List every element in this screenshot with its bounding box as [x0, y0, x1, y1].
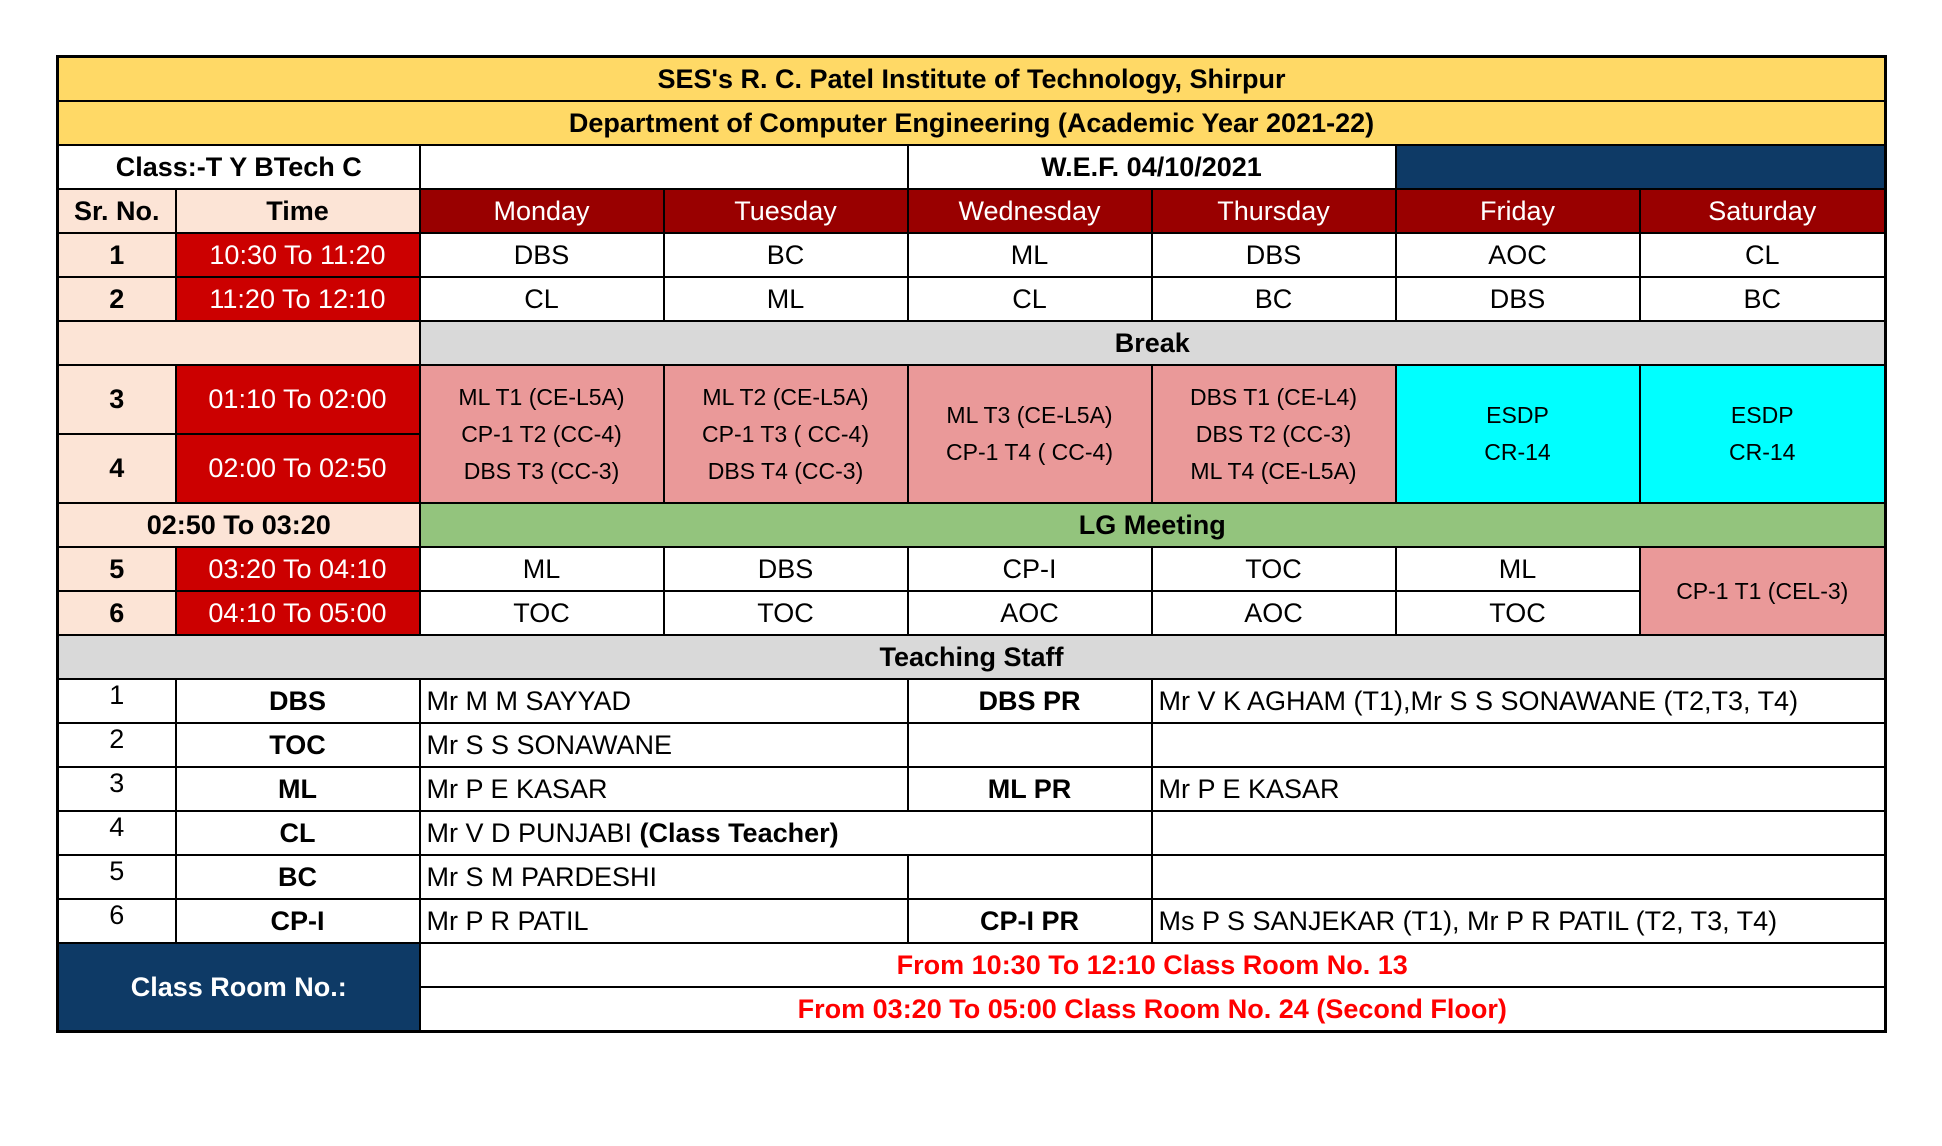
table-row — [58, 767, 1886, 811]
classroom-line: From 10:30 To 12:10 Class Room No. 13 — [420, 943, 1886, 987]
sr-number: 1 — [58, 233, 176, 277]
time-slot: 03:20 To 04:10 — [176, 547, 420, 591]
table-row — [58, 723, 1886, 767]
table-row — [58, 899, 1886, 943]
practical-cell: ESDP CR-14 — [1640, 365, 1886, 503]
class-label: Class:-T Y BTech C — [58, 145, 420, 189]
staff-teacher: Mr P E KASAR — [420, 767, 908, 811]
subject-cell: BC — [1152, 277, 1396, 321]
staff-subject: BC — [176, 855, 420, 899]
day-header-monday: Monday — [420, 189, 664, 233]
practical-teachers: Mr V K AGHAM (T1),Mr S S SONAWANE (T2,T3, T4) — [1152, 679, 1886, 723]
table-row — [58, 57, 1886, 102]
staff-teacher — [420, 811, 1152, 855]
time-slot: 11:20 To 12:10 — [176, 277, 420, 321]
navy-block — [1396, 145, 1886, 189]
saturday-practical: CP-1 T1 (CEL-3) — [1640, 547, 1886, 635]
subject-cell: CL — [908, 277, 1152, 321]
day-header-tuesday: Tuesday — [664, 189, 908, 233]
practical-teachers: Mr P E KASAR — [1152, 767, 1886, 811]
day-header-wednesday: Wednesday — [908, 189, 1152, 233]
subject-cell: CP-I — [908, 547, 1152, 591]
sr-number: 4 — [58, 434, 176, 503]
break-label: Break — [420, 321, 1886, 365]
staff-sr: 5 — [58, 855, 176, 899]
table-row — [58, 811, 1886, 855]
subject-cell: AOC — [908, 591, 1152, 635]
sr-number: 6 — [58, 591, 176, 635]
staff-teacher: Mr M M SAYYAD — [420, 679, 908, 723]
day-header-saturday: Saturday — [1640, 189, 1886, 233]
practical-teachers — [1152, 811, 1886, 855]
table-row — [58, 635, 1886, 679]
subject-cell: ML — [908, 233, 1152, 277]
subject-cell: AOC — [1396, 233, 1640, 277]
empty-cell — [420, 145, 908, 189]
practical-cell: ML T1 (CE-L5A) CP-1 T2 (CC-4) DBS T3 (CC-3) — [420, 365, 664, 503]
classroom-label: Class Room No.: — [58, 943, 420, 1032]
table-row — [58, 321, 1886, 365]
time-slot: 10:30 To 11:20 — [176, 233, 420, 277]
subject-cell: TOC — [1396, 591, 1640, 635]
subject-cell: TOC — [1152, 547, 1396, 591]
practical-cell: ML T3 (CE-L5A) CP-1 T4 ( CC-4) — [908, 365, 1152, 503]
lg-time: 02:50 To 03:20 — [58, 503, 420, 547]
table-row — [58, 101, 1886, 145]
day-header-friday: Friday — [1396, 189, 1640, 233]
staff-subject: CP-I — [176, 899, 420, 943]
subject-cell: DBS — [664, 547, 908, 591]
practical-subject: ML PR — [908, 767, 1152, 811]
staff-teacher: Mr S M PARDESHI — [420, 855, 908, 899]
staff-sr: 3 — [58, 767, 176, 811]
subject-cell: TOC — [420, 591, 664, 635]
sr-number: 3 — [58, 365, 176, 434]
staff-sr: 1 — [58, 679, 176, 723]
staff-subject: DBS — [176, 679, 420, 723]
practical-cell: ESDP CR-14 — [1396, 365, 1640, 503]
table-row — [58, 145, 1886, 189]
wef-date: W.E.F. 04/10/2021 — [908, 145, 1396, 189]
subject-cell: ML — [1396, 547, 1640, 591]
practical-subject: CP-I PR — [908, 899, 1152, 943]
department-title: Department of Computer Engineering (Academic Year 2021-22) — [58, 101, 1886, 145]
subject-cell: BC — [664, 233, 908, 277]
staff-teacher: Mr S S SONAWANE — [420, 723, 908, 767]
sr-number: 5 — [58, 547, 176, 591]
staff-subject: TOC — [176, 723, 420, 767]
practical-cell: ML T2 (CE-L5A) CP-1 T3 ( CC-4) DBS T4 (CC-3) — [664, 365, 908, 503]
staff-sr: 6 — [58, 899, 176, 943]
subject-cell: ML — [664, 277, 908, 321]
practical-subject: DBS PR — [908, 679, 1152, 723]
practical-teachers — [1152, 855, 1886, 899]
table-row — [58, 503, 1886, 547]
subject-cell: CL — [1640, 233, 1886, 277]
time-header: Time — [176, 189, 420, 233]
lg-meeting-label: LG Meeting — [420, 503, 1886, 547]
table-row — [58, 277, 1886, 321]
practical-subject — [908, 723, 1152, 767]
subject-cell: AOC — [1152, 591, 1396, 635]
sr-number: 2 — [58, 277, 176, 321]
practical-subject — [908, 855, 1152, 899]
table-row — [58, 365, 1886, 434]
staff-subject: CL — [176, 811, 420, 855]
classroom-line: From 03:20 To 05:00 Class Room No. 24 (Second Floor) — [420, 987, 1886, 1032]
time-slot: 04:10 To 05:00 — [176, 591, 420, 635]
subject-cell: DBS — [1396, 277, 1640, 321]
staff-sr: 2 — [58, 723, 176, 767]
teacher-name: Mr V D PUNJABI — [426, 817, 640, 848]
practical-cell: DBS T1 (CE-L4) DBS T2 (CC-3) ML T4 (CE-L5A) — [1152, 365, 1396, 503]
subject-cell: BC — [1640, 277, 1886, 321]
subject-cell: DBS — [420, 233, 664, 277]
subject-cell: ML — [420, 547, 664, 591]
staff-teacher: Mr P R PATIL — [420, 899, 908, 943]
time-slot: 02:00 To 02:50 — [176, 434, 420, 503]
table-row — [58, 679, 1886, 723]
class-teacher-note: (Class Teacher) — [639, 817, 839, 848]
time-slot: 01:10 To 02:00 — [176, 365, 420, 434]
table-row — [58, 233, 1886, 277]
staff-subject: ML — [176, 767, 420, 811]
break-blank — [58, 321, 420, 365]
table-row — [58, 943, 1886, 987]
timetable — [56, 55, 1887, 1033]
sr-header: Sr. No. — [58, 189, 176, 233]
day-header-thursday: Thursday — [1152, 189, 1396, 233]
table-row — [58, 591, 1886, 635]
subject-cell: DBS — [1152, 233, 1396, 277]
table-row — [58, 855, 1886, 899]
institute-title: SES's R. C. Patel Institute of Technology, Shirpur — [58, 57, 1886, 102]
practical-teachers — [1152, 723, 1886, 767]
subject-cell: TOC — [664, 591, 908, 635]
staff-sr: 4 — [58, 811, 176, 855]
table-row — [58, 547, 1886, 591]
teaching-staff-title: Teaching Staff — [58, 635, 1886, 679]
practical-teachers: Ms P S SANJEKAR (T1), Mr P R PATIL (T2, T3, T4) — [1152, 899, 1886, 943]
table-row — [58, 189, 1886, 233]
subject-cell: CL — [420, 277, 664, 321]
